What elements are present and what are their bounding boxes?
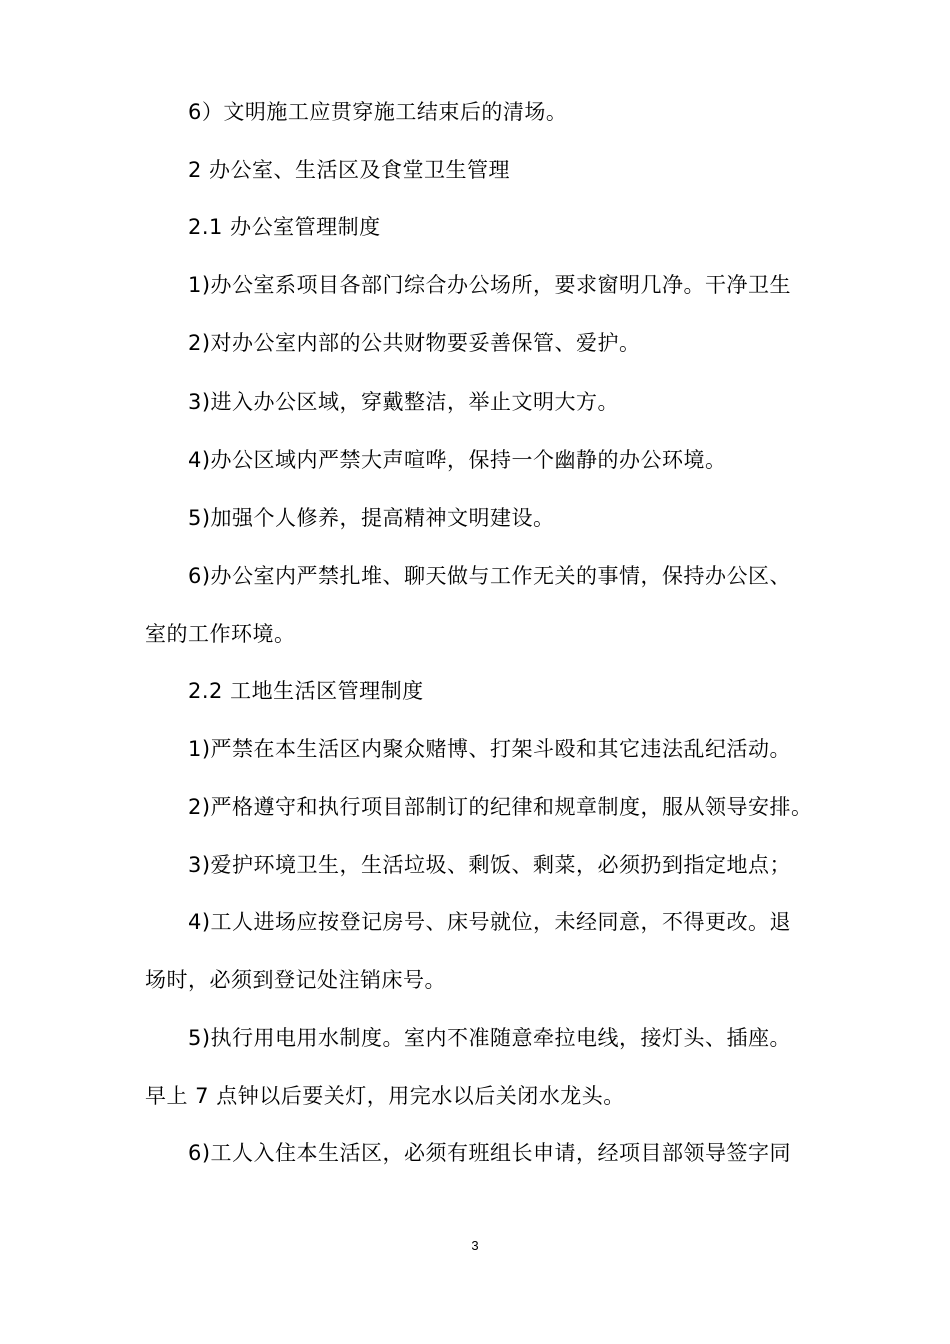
subsection-heading: 2.1 办公室管理制度 (188, 215, 381, 239)
list-item: 1)严禁在本生活区内聚众赌博、打架斗殴和其它违法乱纪活动。 (188, 737, 792, 761)
list-item: 4)办公区域内严禁大声喧哗，保持一个幽静的办公环境。 (188, 448, 727, 472)
list-item: 2)对办公室内部的公共财物要妥善保管、爱护。 (188, 331, 641, 355)
list-item: 3)爱护环境卫生，生活垃圾、剩饭、剩菜，必须扔到指定地点； (188, 853, 792, 877)
list-item: 6)办公室内严禁扎堆、聊天做与工作无关的事情，保持办公区、 (188, 564, 792, 588)
list-item-continuation: 场时，必须到登记处注销床号。 (145, 968, 446, 992)
list-item-continuation: 早上 7 点钟以后要关灯，用完水以后关闭水龙头。 (145, 1084, 625, 1108)
list-item: 4)工人进场应按登记房号、床号就位，未经同意，不得更改。退 (188, 910, 792, 934)
subsection-heading: 2.2 工地生活区管理制度 (188, 679, 424, 703)
list-item-continuation: 室的工作环境。 (145, 622, 296, 646)
page-number: 3 (471, 1238, 479, 1253)
section-heading: 2 办公室、生活区及食堂卫生管理 (188, 158, 511, 182)
paragraph-line: 6）文明施工应贯穿施工结束后的清场。 (188, 100, 568, 124)
list-item: 2)严格遵守和执行项目部制订的纪律和规章制度，服从领导安排。 (188, 795, 813, 819)
list-item: 6)工人入住本生活区，必须有班组长申请，经项目部领导签字同 (188, 1141, 792, 1165)
list-item: 3)进入办公区域，穿戴整洁，举止文明大方。 (188, 390, 620, 414)
list-item: 1)办公室系项目各部门综合办公场所，要求窗明几净。干净卫生 (188, 273, 792, 297)
list-item: 5)加强个人修养，提高精神文明建设。 (188, 506, 555, 530)
list-item: 5)执行用电用水制度。室内不准随意牵拉电线，接灯头、插座。 (188, 1026, 792, 1050)
